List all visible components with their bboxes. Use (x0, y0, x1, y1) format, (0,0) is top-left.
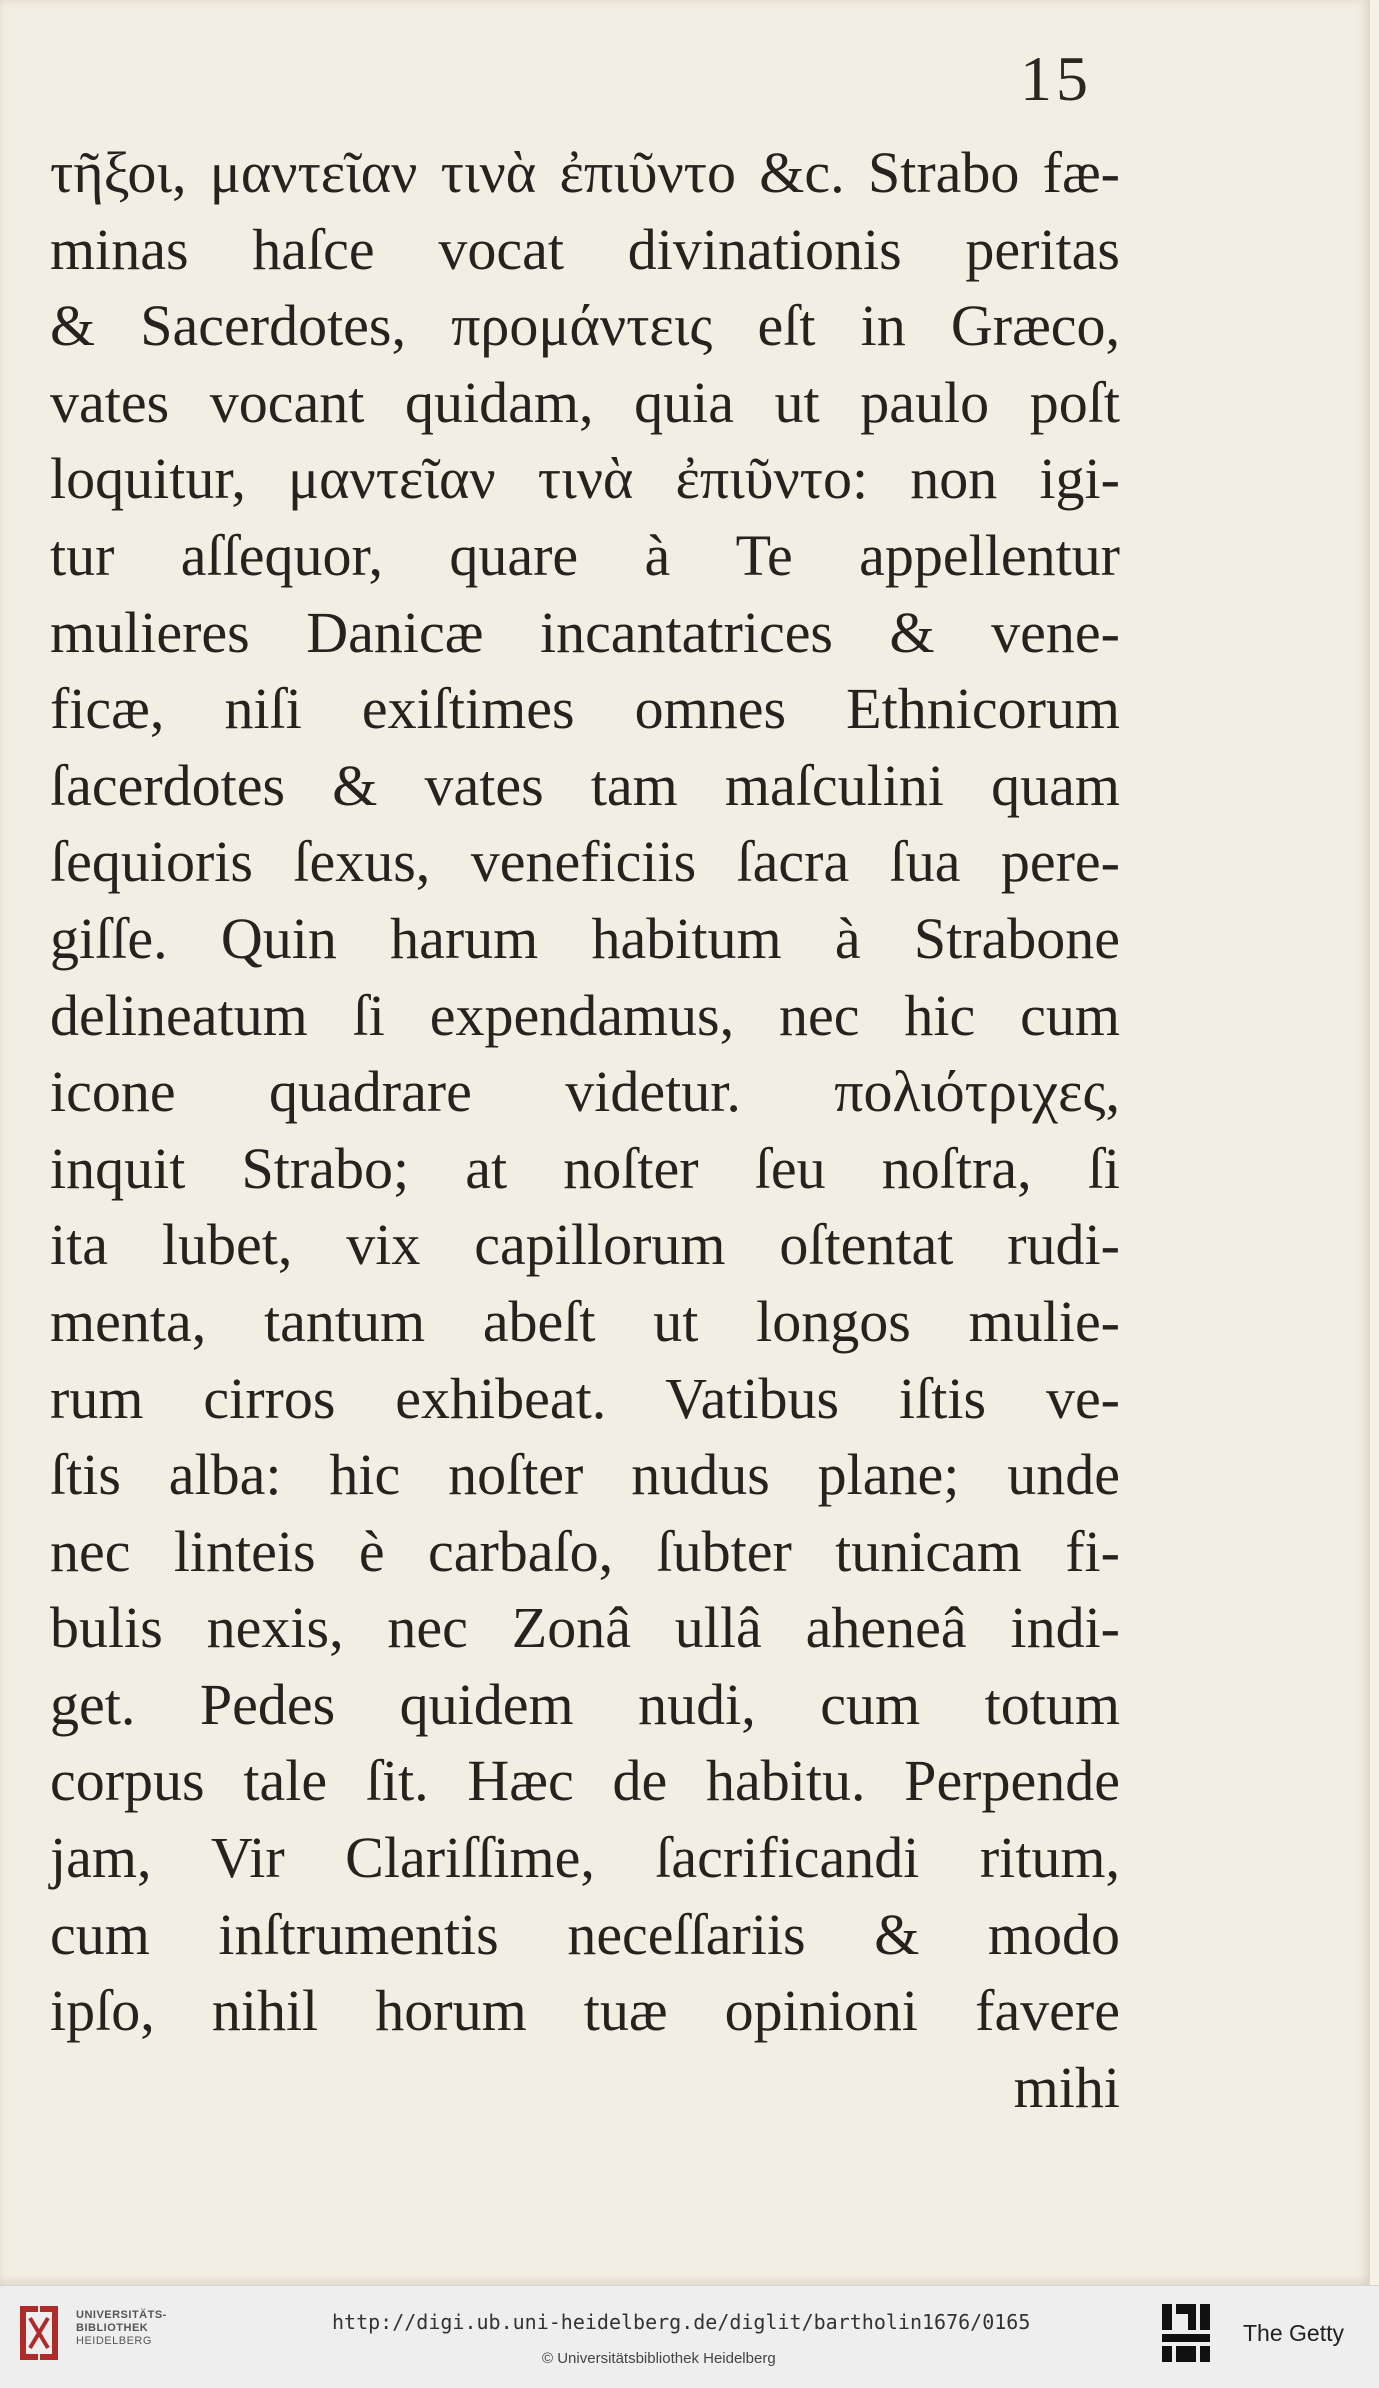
text-line: mulieres Danicæ incantatrices & vene- (50, 599, 1120, 665)
text-line: tur aſſequor, quare à Te appellentur (50, 522, 1120, 588)
text-line: inquit Strabo; at noſter ſeu noſtra, ſi (50, 1135, 1120, 1201)
text-line: jam, Vir Clariſſime, ſacrificandi ritum, (50, 1825, 1120, 1891)
text-line: τῆξοι, μαντεῖαν τινὰ ἐπιῦντο &c. Strabo fæ- (50, 140, 1120, 205)
text-line: ita lubet, vix capillorum oſtentat rudi- (50, 1212, 1120, 1278)
copyright-notice: © Universitätsbibliothek Heidelberg (542, 2350, 776, 2367)
text-line: loquitur, μαντεῖαν τινὰ ἐπιῦντο: non igi- (50, 446, 1120, 512)
page-number: 15 (1020, 43, 1092, 114)
text-line: vates vocant quidam, quia ut paulo poſt (50, 369, 1120, 435)
text-line: ſequioris ſexus, veneficiis ſacra ſua pere- (50, 829, 1120, 895)
library-name-line: HEIDELBERG (76, 2335, 152, 2347)
getty-logo-icon[interactable] (1158, 2300, 1214, 2366)
text-line: icone quadrare videtur. πολιότριχες, (50, 1059, 1120, 1125)
permalink-url[interactable]: http://digi.ub.uni-heidelberg.de/diglit/bartholin1676/0165 (332, 2310, 1031, 2334)
text-line: minas haſce vocat divinationis peritas (50, 216, 1120, 282)
ub-heidelberg-logo-icon[interactable] (14, 2300, 64, 2366)
text-line: corpus tale ſit. Hæc de habitu. Perpende (50, 1748, 1120, 1814)
text-line: mihi (1013, 2054, 1120, 2120)
text-line: bulis nexis, nec Zonâ ullâ aheneâ indi- (50, 1595, 1120, 1661)
text-line: ſtis alba: hic noſter nudus plane; unde (50, 1442, 1120, 1508)
library-name (76, 2309, 167, 2348)
text-line: ipſo, nihil horum tuæ opinioni favere (50, 1978, 1120, 2044)
partner-name: The Getty (1243, 2320, 1344, 2346)
text-line: cum inſtrumentis neceſſariis & modo (50, 1901, 1120, 1967)
text-line: ficæ, niſi exiſtimes omnes Ethnicorum (50, 676, 1120, 742)
text-line: menta, tantum abeſt ut longos mulie- (50, 1288, 1120, 1354)
text-line: giſſe. Quin harum habitum à Strabone (50, 905, 1120, 971)
text-line: nec linteis è carbaſo, ſubter tunicam fi- (50, 1518, 1120, 1584)
library-name-line: UNIVERSITÄTS- (76, 2309, 167, 2321)
text-line: & Sacerdotes, προμάντεις eſt in Græco, (50, 293, 1120, 359)
text-line: rum cirros exhibeat. Vatibus iſtis ve- (50, 1365, 1120, 1431)
text-line: get. Pedes quidem nudi, cum totum (50, 1671, 1120, 1737)
text-line: delineatum ſi expendamus, nec hic cum (50, 982, 1120, 1048)
body-text (50, 135, 1120, 2126)
text-line: ſacerdotes & vates tam maſculini quam (50, 752, 1120, 818)
library-name-line: BIBLIOTHEK (76, 2322, 149, 2334)
